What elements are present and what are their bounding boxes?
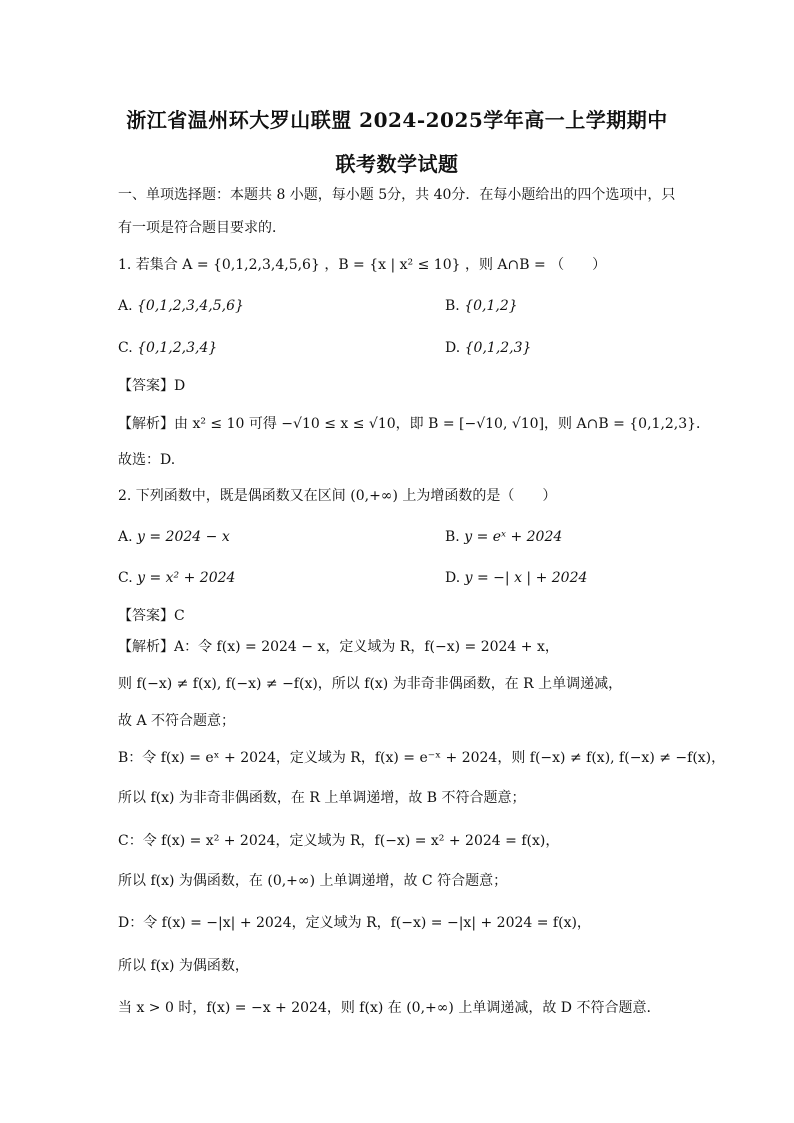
document-title-line2: 联考数学试题 [335,152,459,176]
q2-option-c-text: y = x² + 2024 [137,570,236,586]
q1-option-a [118,296,244,316]
q2-answer: 【答案】C [118,608,185,624]
q2-analysis-line-6: C：令 f(x) = x² + 2024，定义域为 R，f(−x) = x² + 2024 = f(x)， [118,833,560,849]
q1-analysis: 【解析】由 x² ≤ 10 可得 −√10 ≤ x ≤ √10，即 B = [−√10, √10]，则 A∩B = {0,1,2,3}． [118,416,711,432]
q1-option-a-label: A. [118,298,133,314]
q1-option-c [118,338,217,358]
q2-analysis-line-7: 所以 f(x) 为偶函数，在 (0,+∞) 上单调递增，故 C 符合题意； [118,873,508,889]
q2-analysis-line-10: 当 x > 0 时，f(x) = −x + 2024，则 f(x) 在 (0,+∞) 上单调递减，故 D 不符合题意. [118,1000,651,1016]
section-heading-line2: 有一项是符合题目要求的． [118,220,286,236]
q2-option-b-text: y = eˣ + 2024 [464,529,563,545]
q1-conclusion: 故选：D. [118,452,176,468]
q2-option-c-label: C. [118,570,133,586]
q2-analysis-line-2: 则 f(−x) ≠ f(x), f(−x) ≠ −f(x)，所以 f(x) 为非奇非偶函数，在 R 上单调递减， [118,676,623,692]
q1-option-a-text: {0,1,2,3,4,5,6} [137,298,244,314]
q2-option-d-text: y = −| x | + 2024 [464,570,588,586]
q2-option-d [445,568,587,588]
document-title-line1: 浙江省温州环大罗山联盟 2024-2025学年高一上学期期中 [126,108,668,132]
q2-analysis-line-9: 所以 f(x) 为偶函数， [118,958,249,974]
q2-option-c [118,568,235,588]
q2-option-a-text: y = 2024 − x [137,529,230,545]
q1-option-c-text: {0,1,2,3,4} [137,340,218,356]
q2-option-d-label: D. [445,570,461,586]
q2-analysis-line-3: 故 A 不符合题意； [118,713,236,729]
q2-analysis-line-5: 所以 f(x) 为非奇非偶函数，在 R 上单调递增，故 B 不符合题意； [118,790,526,806]
q2-option-b-label: B. [445,529,460,545]
q2-analysis-line-8: D：令 f(x) = −|x| + 2024，定义域为 R，f(−x) = −|x| + 2024 = f(x)， [118,915,591,931]
question-2-stem: 2. 下列函数中，既是偶函数又在区间 (0,+∞) 上为增函数的是（ ） [118,488,557,504]
q1-option-b-text: {0,1,2} [464,298,518,314]
q1-option-c-label: C. [118,340,133,356]
q1-option-b-label: B. [445,298,460,314]
q2-option-a [118,527,230,547]
section-heading-line1: 一、单项选择题：本题共 8 小题，每小题 5分，共 40分．在每小题给出的四个选项中，只 [118,187,676,203]
q1-option-b [445,296,518,316]
q1-answer: 【答案】D [118,378,186,394]
q2-option-a-label: A. [118,529,133,545]
q2-option-b [445,527,562,547]
q1-option-d [445,338,531,358]
q1-option-d-label: D. [445,340,461,356]
question-1-stem: 1. 若集合 A = {0,1,2,3,4,5,6} ，B = {x | x² ≤ 10} ，则 A∩B = （ ） [118,257,607,273]
q2-analysis-line-1: 【解析】A：令 f(x) = 2024 − x，定义域为 R，f(−x) = 2024 + x， [118,639,559,655]
q2-analysis-line-4: B：令 f(x) = eˣ + 2024，定义域为 R，f(x) = e⁻ˣ + 2024，则 f(−x) ≠ f(x), f(−x) ≠ −f(x)， [118,750,726,766]
q1-option-d-text: {0,1,2,3} [464,340,532,356]
